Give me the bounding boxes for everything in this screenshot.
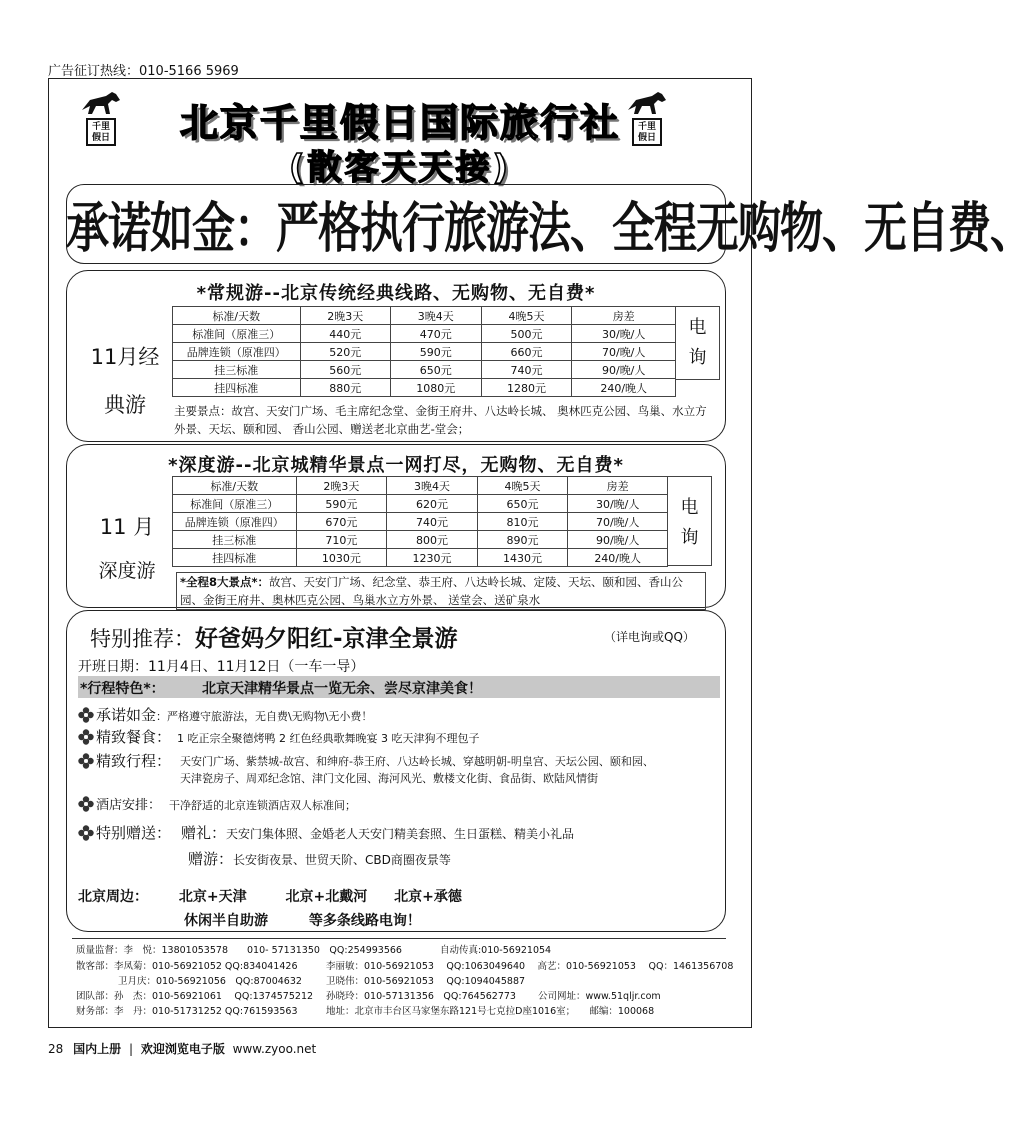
classic-price-table (172, 306, 676, 397)
route-item: 北京+北戴河 (285, 889, 368, 905)
itinerary-row (78, 750, 171, 771)
table-cell: 挂三标准 (173, 531, 297, 549)
hotel-label: 酒店安排： (96, 798, 162, 813)
table-cell: 挂四标准 (173, 549, 297, 567)
flower-icon (78, 825, 94, 841)
start-dates: 开班日期：11月4日、11月12日（一车一导） (78, 659, 365, 675)
table-cell: 650元 (477, 495, 568, 513)
table-cell: 560元 (300, 361, 390, 379)
tour-label-line2: 深度游 (98, 560, 156, 582)
footer-url[interactable]: www.zyoo.net (232, 1042, 317, 1056)
table-cell: 810元 (477, 513, 568, 531)
agency-title: 北京千里假日国际旅行社 (179, 101, 620, 145)
section-title: *常规游--北京传统经典线路、无购物、无自费* (196, 283, 596, 304)
table-cell: 500元 (481, 325, 572, 343)
phone-char: 电 (680, 497, 699, 518)
table-cell: 90/晚/人 (572, 361, 676, 379)
table-row (173, 379, 676, 397)
flower-icon (78, 796, 94, 812)
logo-mark: 千里假日 (86, 118, 116, 146)
promise-label: 承诺如金 (96, 706, 157, 724)
hotel-row (78, 794, 356, 813)
contact-line: 质量监督：李 悦：13801053578 010- 57131350 QQ:254993566 自动传真:010-56921054 (76, 945, 552, 956)
meals-row (78, 726, 480, 747)
table-cell: 470元 (390, 325, 481, 343)
gift-label: 赠礼： (181, 824, 227, 842)
table-header: 房差 (568, 477, 668, 495)
table-cell: 90/晚/人 (568, 531, 668, 549)
table-header: 4晚5天 (477, 477, 568, 495)
agency-subtitle: (散客天天接) (288, 148, 512, 188)
gift-text: 天安门集体照、金婚老人天安门精美套照、生日蛋糕、精美小礼品 (226, 827, 575, 841)
page-footer: 28 国内上册 | 欢迎浏览电子版 www.zyoo.net (48, 1042, 317, 1056)
table-header-row (173, 477, 668, 495)
tour-label-line1: 11月经 (90, 345, 160, 369)
table-cell: 240/晚人 (572, 379, 676, 397)
promise-row (78, 704, 372, 725)
phone-inquiry (676, 306, 720, 380)
table-cell: 590元 (296, 495, 387, 513)
footer-text: 欢迎浏览电子版 (140, 1042, 225, 1056)
surrounding-text: 休闲半自助游 (184, 913, 268, 929)
surrounding-label: 北京周边： (78, 889, 148, 905)
contact-line: 卫月庆：010-56921056 QQ:87004632 (118, 976, 302, 987)
table-row (173, 513, 668, 531)
table-cell: 1280元 (481, 379, 572, 397)
spots-label: *全程8大景点*： (180, 575, 270, 589)
table-cell: 1080元 (390, 379, 481, 397)
table-header: 2晚3天 (300, 307, 390, 325)
special-header (90, 620, 458, 653)
gift-tour-row (188, 848, 451, 869)
table-cell: 620元 (387, 495, 478, 513)
deep-price-table (172, 476, 668, 567)
flower-icon (78, 753, 94, 769)
itinerary-line2: 天津瓷房子、周邓纪念馆、津门文化园、海河风光、敷楼文化街、食品街、欧陆风情街 (180, 772, 598, 785)
contact-line: 卫晓伟：010-56921053 QQ:1094045887 (326, 976, 526, 987)
section-title: *深度游--北京城精华景点一网打尽，无购物、无自费* (168, 455, 624, 476)
gift-tour-text: 长安街夜景、世贸天阶、CBD商圈夜景等 (233, 853, 451, 867)
table-cell: 590元 (390, 343, 481, 361)
page-number: 28 (48, 1042, 64, 1056)
table-cell: 710元 (296, 531, 387, 549)
special-label: 特别推荐： (90, 627, 195, 651)
table-row (173, 343, 676, 361)
table-row (173, 531, 668, 549)
table-cell: 品牌连锁（原准四） (173, 343, 301, 361)
table-cell: 670元 (296, 513, 387, 531)
table-row (173, 495, 668, 513)
table-header: 2晚3天 (296, 477, 387, 495)
surrounding-row-2 (184, 910, 421, 930)
table-cell: 挂三标准 (173, 361, 301, 379)
itinerary-label: 精致行程： (96, 752, 172, 770)
table-header: 标准/天数 (173, 307, 301, 325)
feature-text: 北京天津精华景点一览无余、尝尽京津美食！ (202, 681, 482, 697)
surrounding-row (78, 886, 462, 906)
ad-hotline: 广告征订热线：010-5166 5969 (48, 64, 239, 79)
footer-section: 国内上册 (73, 1042, 122, 1056)
table-cell: 440元 (300, 325, 390, 343)
table-cell: 30/晚/人 (568, 495, 668, 513)
phone-char: 询 (680, 527, 699, 548)
table-cell: 520元 (300, 343, 390, 361)
tour-label (72, 508, 182, 590)
table-cell: 挂四标准 (173, 379, 301, 397)
table-cell: 1430元 (477, 549, 568, 567)
logo-mark: 千里假日 (632, 118, 662, 146)
table-cell: 650元 (390, 361, 481, 379)
tour-label (70, 338, 180, 424)
meals-label: 精致餐食： (96, 728, 172, 746)
contact-line: 孙晓玲：010-57131356 QQ:764562773 公司网址：www.51qljr.com (326, 991, 661, 1002)
table-cell: 70/晚/人 (572, 343, 676, 361)
gifts-label: 特别赠送： (96, 824, 172, 842)
table-cell: 240/晚人 (568, 549, 668, 567)
phone-char: 询 (688, 347, 707, 368)
table-cell: 30/晚/人 (572, 325, 676, 343)
table-row (173, 361, 676, 379)
feature-bar (78, 676, 720, 698)
table-cell: 740元 (481, 361, 572, 379)
route-item: 北京+承德 (394, 889, 462, 905)
table-header: 3晚4天 (387, 477, 478, 495)
table-cell: 1030元 (296, 549, 387, 567)
hotel-text: 干净舒适的北京连锁酒店双人标准间； (169, 799, 357, 812)
meals-text: 1 吃正宗全聚德烤鸭 2 红色经典歌舞晚宴 3 吃天津狗不理包子 (177, 732, 480, 745)
feature-label: *行程特色*： (80, 681, 165, 697)
contact-line: 地址：北京市丰台区马家堡东路121号七克拉D座1016室； 邮编：100068 (326, 1006, 655, 1017)
itinerary-line1: 天安门广场、紫禁城-故宫、和绅府-恭王府、八达岭长城、穿越明朝-明皇宫、天坛公园、颐和园、 (180, 755, 654, 768)
phone-char: 电 (688, 317, 707, 338)
gifts-row (78, 822, 574, 843)
contact-line: 财务部：李 丹：010-51731252 QQ:761593563 (76, 1006, 298, 1017)
table-header: 房差 (572, 307, 676, 325)
contact-line: 李丽敏：010-56921053 QQ:1063049640 高艺：010-56921053 QQ：1461356708 (326, 961, 734, 972)
deep-spots (176, 572, 706, 610)
classic-spots: 主要景点：故宫、天安门广场、毛主席纪念堂、金街王府井、八达岭长城、 奥林匹克公园、鸟巢、水立方外景、天坛、颐和园、 香山公园、赠送老北京曲艺-堂会； (174, 404, 707, 436)
table-cell: 800元 (387, 531, 478, 549)
surrounding-text: 等多条线路电询！ (308, 913, 421, 929)
table-header: 3晚4天 (390, 307, 481, 325)
flower-icon (78, 707, 94, 723)
slogan: 承诺如金：严格执行旅游法、全程无购物、无自费、 (66, 197, 1032, 261)
special-note: （详电询或QQ） (604, 630, 695, 644)
table-row (173, 549, 668, 567)
tour-label-line2: 典游 (104, 393, 146, 417)
contact-line: 散客部：李凤菊：010-56921052 QQ:834041426 (76, 961, 298, 972)
table-header: 4晚5天 (481, 307, 572, 325)
table-row (173, 325, 676, 343)
table-cell: 660元 (481, 343, 572, 361)
tour-label-line1: 11 月 (99, 515, 155, 539)
phone-inquiry (668, 476, 712, 566)
table-cell: 标准间（原准三） (173, 325, 301, 343)
promise-text: ：严格遵守旅游法，无自费\无购物\无小费！ (156, 710, 373, 723)
special-tour-name: 好爸妈夕阳红-京津全景游 (195, 626, 458, 652)
table-cell: 70/晚/人 (568, 513, 668, 531)
table-cell: 890元 (477, 531, 568, 549)
table-cell: 品牌连锁（原准四） (173, 513, 297, 531)
table-header-row (173, 307, 676, 325)
flower-icon (78, 729, 94, 745)
spots-text: 故宫、天安门广场、纪念堂、恭王府、八达岭长城、定陵、天坛、颐和园、香山公园、金街王府井、奥林匹克公园、鸟巢水立方外景、 送堂会、送矿泉水 (180, 575, 684, 607)
contact-line: 团队部：孙 杰：010-56921061 QQ:1374575212 (76, 991, 314, 1002)
table-cell: 1230元 (387, 549, 478, 567)
table-cell: 880元 (300, 379, 390, 397)
gift-tour-label: 赠游： (188, 850, 234, 868)
table-header: 标准/天数 (173, 477, 297, 495)
table-cell: 标准间（原准三） (173, 495, 297, 513)
route-item: 北京+天津 (178, 889, 247, 905)
table-cell: 740元 (387, 513, 478, 531)
